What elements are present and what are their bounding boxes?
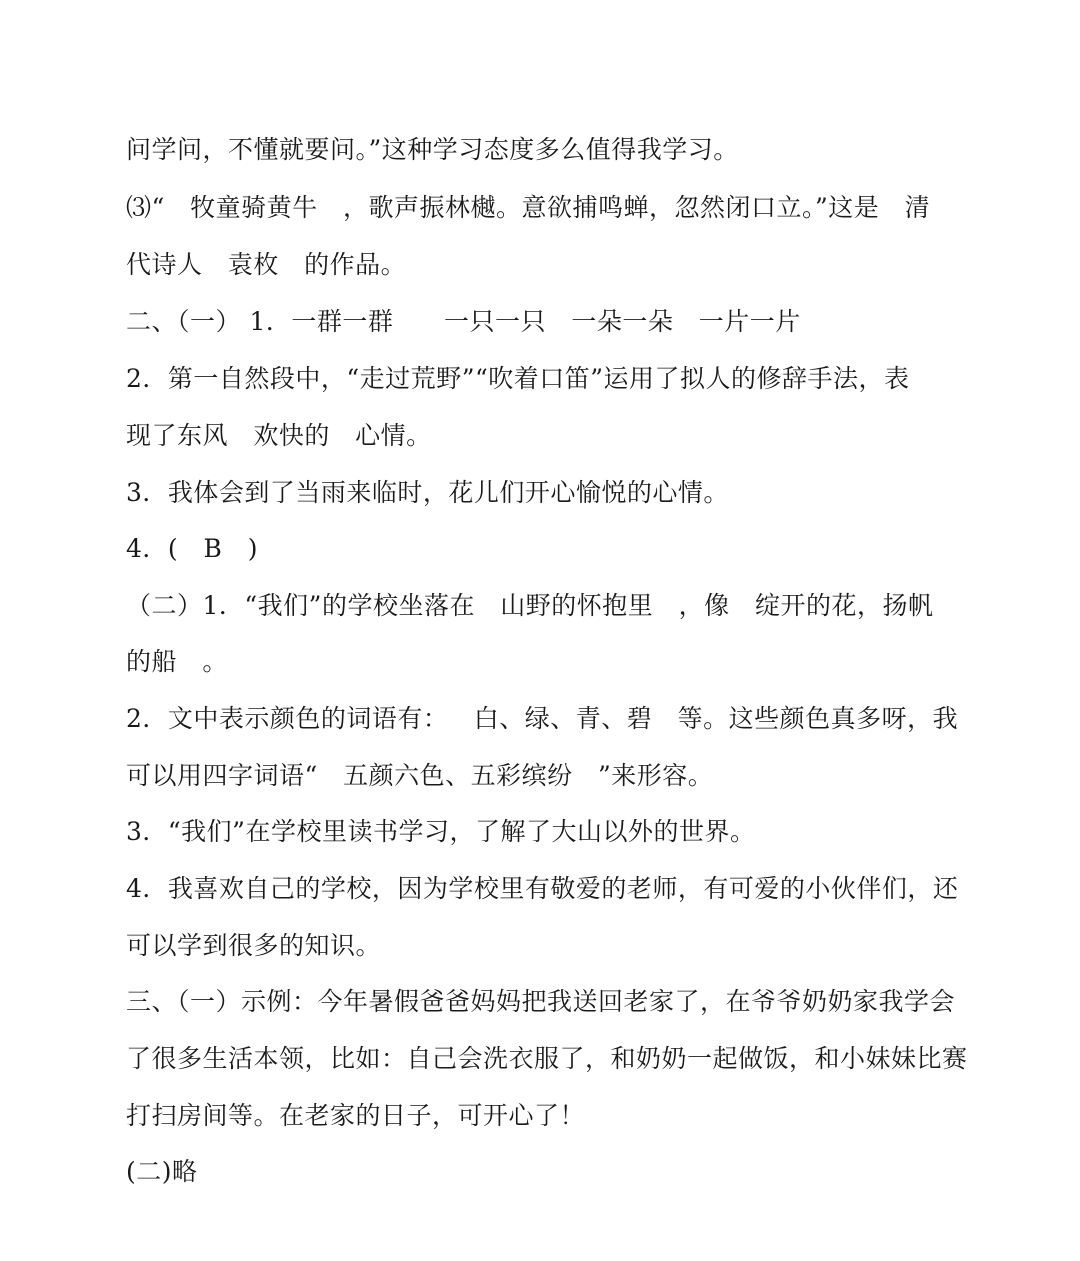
text-line: 4．我喜欢自己的学校，因为学校里有敬爱的老师，有可爱的小伙伴们，还	[126, 874, 959, 903]
text-line: （二）1．“我们”的学校坐落在 山野的怀抱里 ，像 绽开的花，扬帆	[126, 591, 934, 620]
text-line: 问学问，不懂就要问。”这种学习态度多么值得我学习。	[126, 135, 739, 164]
text-line: 现了东风 欢快的 心情。	[126, 421, 432, 450]
text-line: 三、（一）示例：今年暑假爸爸妈妈把我送回老家了，在爷爷奶奶家我学会	[126, 987, 956, 1016]
text-line: 3．我体会到了当雨来临时，花儿们开心愉悦的心情。	[126, 478, 729, 507]
text-line: (二)略	[126, 1157, 198, 1186]
text-line: ⑶“ 牧童骑黄牛 ，歌声振林樾。意欲捕鸣蝉，忽然闭口立。”这是 清	[126, 193, 931, 222]
text-line: 3．“我们”在学校里读书学习，了解了大山以外的世界。	[126, 817, 756, 846]
text-line: 2．第一自然段中，“走过荒野”“吹着口笛”运用了拟人的修辞手法，表	[126, 364, 910, 393]
text-line: 代诗人 袁枚 的作品。	[126, 250, 407, 279]
text-line: 打扫房间等。在老家的日子，可开心了！	[126, 1101, 586, 1130]
text-line: 4．( B )	[126, 534, 258, 563]
text-line: 了很多生活本领，比如：自己会洗衣服了，和奶奶一起做饭，和小妹妹比赛	[126, 1044, 968, 1073]
text-line: 可以用四字词语“ 五颜六色、五彩缤纷 ”来形容。	[126, 761, 714, 790]
text-line: 二、（一） 1．一群一群 一只一只 一朵一朵 一片一片	[126, 307, 801, 336]
text-line: 的船 。	[126, 647, 228, 676]
text-line: 2．文中表示颜色的词语有： 白、绿、青、碧 等。这些颜色真多呀，我	[126, 704, 959, 733]
text-line: 可以学到很多的知识。	[126, 931, 382, 960]
